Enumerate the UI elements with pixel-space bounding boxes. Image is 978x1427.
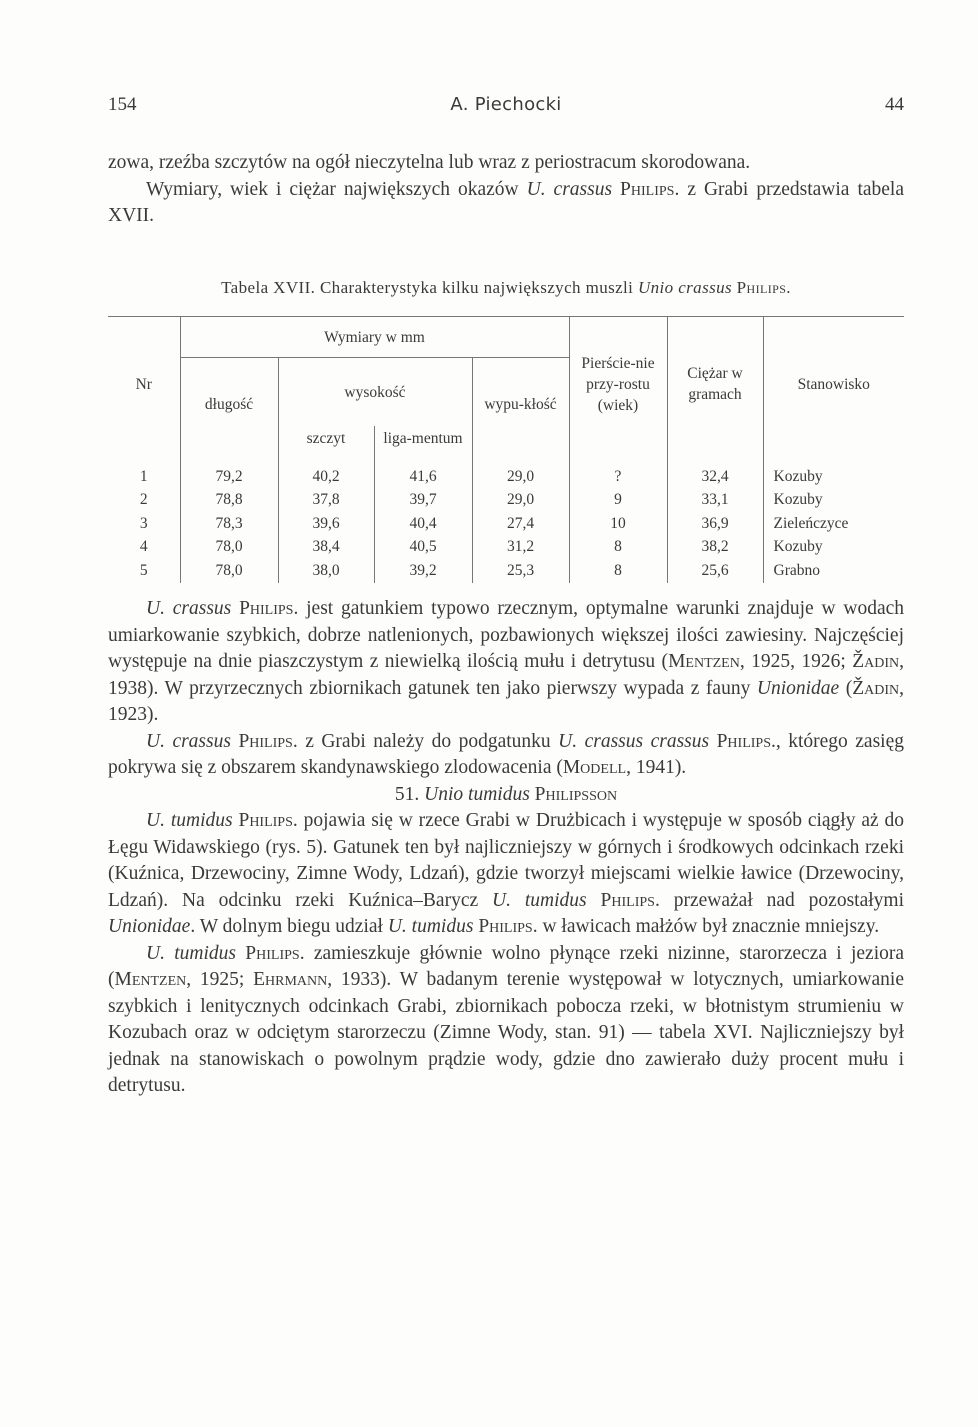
paragraph-2 (108, 177, 904, 230)
cell-nr: 1 (139, 467, 148, 485)
text: , 1938). W przyrzecznych zbiornikach gatunek ten jako pierwszy wypada z fauny (108, 651, 905, 699)
paragraph-3 (108, 596, 904, 729)
cell-wypuklosc: 25,3 (472, 559, 569, 583)
header-nr: Nr (108, 317, 180, 452)
text: . jest gatunkiem typowo rzecznym, optymalne warunki znajduje w wodach umiarkowanie szybkich, dobrze natlenionych, pozbawionych większej ilości zawiesiny. Najczęściej występuje na dnie piaszczystym z niewielką ilością mułu i detrytusu ( (108, 598, 905, 672)
species-name: Unio crassus (637, 278, 733, 297)
author-name: Modell (562, 757, 627, 778)
cell-nr: 2 (139, 491, 148, 509)
cell-szczyt: 40,2 (278, 451, 374, 489)
cell-stanowisko: Zieleńczyce (763, 512, 904, 536)
table-row (108, 559, 904, 583)
cell-wypuklosc: 31,2 (472, 536, 569, 560)
cell-wiek: 10 (569, 512, 667, 536)
cell-wiek: 9 (569, 489, 667, 513)
author-name: Philips (600, 889, 655, 911)
text: ., którego zasięg pokrywa się z obszarem skandynawskiego zlodowacenia ( (108, 730, 904, 778)
cell-ligamentum: 39,2 (374, 559, 472, 583)
header-stanowisko: Stanowisko (763, 317, 904, 452)
text: , 1941). (626, 757, 687, 778)
table-row (108, 489, 904, 513)
cell-ligamentum: 40,5 (374, 536, 472, 560)
cell-nr: 3 (139, 514, 148, 532)
text: . z Grabi należy do podgatunku (292, 730, 559, 752)
running-head: A. Piechocki (450, 94, 562, 115)
author-name: Philips (238, 730, 293, 752)
cell-ciezar: 32,4 (667, 451, 763, 489)
body-text-top (108, 150, 904, 230)
species-name: U. tumidus (146, 942, 236, 964)
species-name: Unionidae (756, 677, 840, 699)
cell-nr: 4 (139, 538, 148, 556)
species-name: Unionidae (108, 916, 191, 937)
table-xvii (108, 316, 904, 583)
table-row (108, 536, 904, 560)
cell-dlugosc: 79,2 (180, 451, 278, 489)
author-name: Žadin (852, 651, 900, 672)
cell-dlugosc: 78,0 (180, 536, 278, 560)
header-ciezar: Ciężar w gramach (667, 317, 763, 452)
species-name: U. crassus (146, 730, 231, 752)
cell-wiek: ? (569, 451, 667, 489)
cell-ligamentum: 39,7 (374, 489, 472, 513)
body-text-bottom (108, 596, 904, 1100)
cell-szczyt: 39,6 (278, 512, 374, 536)
author-name: Philips (478, 916, 533, 937)
text: . przeważał nad pozostałymi (654, 889, 905, 911)
author-name: Žadin (852, 677, 900, 699)
text: , 1933). W badanym terenie występował w lotycznych, umiarkowanie szybkich i lenitycznych odcinkach Grabi, zbiornikach pobocza rzeki, w błotnistym strumieniu w Kozubach oraz w odciętym starorzeczu (Zimne Wody, stan. 91) — tabela XVI. Najliczniejszy był jednak na stanowiskach o powolnym prądzie wody, gdzie dno zawierało duży procent mułu i detrytusu. (108, 969, 905, 1096)
cell-wypuklosc: 29,0 (472, 489, 569, 513)
text: , 1925, 1926; (739, 651, 853, 672)
cell-wypuklosc: 29,0 (472, 451, 569, 489)
text: . zamieszkuje głównie wolno płynące rzeki nizinne, starorzecza i jeziora ( (108, 942, 905, 990)
author-name: Mentzen (668, 651, 740, 672)
author-name: Ehrmann (253, 969, 328, 990)
paragraph-6 (108, 941, 904, 1100)
author-name: Philips (620, 178, 675, 200)
species-name: U. tumidus (492, 889, 587, 911)
author-name: Philips (239, 598, 294, 619)
species-name: U. crassus crassus (558, 730, 710, 752)
text: ( (839, 677, 853, 699)
species-name: Unio tumidus (424, 783, 530, 805)
author-name: Philips (245, 942, 300, 964)
table-row (108, 451, 904, 489)
cell-ciezar: 36,9 (667, 512, 763, 536)
author-name: Mentzen (114, 969, 187, 990)
text: . W dolnym biegu udział (190, 916, 388, 937)
header-pierscienie: Pierście-nie przy-rostu (wiek) (569, 317, 667, 452)
cell-nr: 5 (139, 561, 148, 579)
cell-dlugosc: 78,0 (180, 559, 278, 583)
paragraph-1: zowa, rzeźba szczytów na ogół nieczytelna lub wraz z periostracum skorodowana. (108, 152, 751, 173)
cell-stanowisko: Kozuby (763, 489, 904, 513)
cell-dlugosc: 78,8 (180, 489, 278, 513)
text: . z Grabi przedstawia tabela XVII. (108, 178, 904, 226)
text: Wymiary, wiek i ciężar największych okazów (146, 178, 527, 200)
cell-dlugosc: 78,3 (180, 512, 278, 536)
caption-end: . (786, 278, 791, 297)
text: . w ławicach małżów był znacznie mniejszy. (532, 916, 880, 937)
author-name: Philipsson (534, 783, 618, 805)
author-name: Philips (238, 810, 293, 831)
table-row (108, 512, 904, 536)
header-wymiary: Wymiary w mm (180, 317, 569, 358)
cell-szczyt: 38,0 (278, 559, 374, 583)
author-name: Philips (736, 278, 787, 297)
text: . pojawia się w rzece Grabi w Drużbicach i występuje w sposób ciągły aż do Łęgu Widawskiego (rys. 5). Gatunek ten był najliczniejszy w górnych i środkowych odcinkach rzeki (Kuźnica, Drzewociny, Zimne Wody, Ldzań), gdzie tworzył miejscami wielkie ławice (Drzewociny, Ldzań). Na odcinku rzeki Kuźnica–Barycz (108, 810, 905, 911)
header-szczyt: szczyt (278, 426, 374, 451)
cell-wiek: 8 (569, 536, 667, 560)
text: , 1925; (186, 969, 254, 990)
page-header (108, 94, 904, 118)
header-dlugosc: długość (180, 358, 278, 452)
section-heading (108, 782, 904, 809)
cell-ligamentum: 41,6 (374, 451, 472, 489)
header-wypuklosc: wypu-kłość (472, 358, 569, 452)
caption-text: Tabela XVII. Charakterystyka kilku największych muszli (221, 278, 638, 297)
species-name: U. tumidus (146, 810, 233, 831)
cell-stanowisko: Kozuby (763, 451, 904, 489)
cell-ciezar: 38,2 (667, 536, 763, 560)
cell-ligamentum: 40,4 (374, 512, 472, 536)
text: , 1923). (108, 677, 904, 725)
cell-stanowisko: Grabno (763, 559, 904, 583)
species-name: U. tumidus (387, 916, 474, 937)
cell-szczyt: 37,8 (278, 489, 374, 513)
cell-wypuklosc: 27,4 (472, 512, 569, 536)
cell-ciezar: 33,1 (667, 489, 763, 513)
section-number: 44 (885, 94, 904, 115)
section-number: 51. (394, 783, 425, 805)
author-name: Philips (716, 730, 771, 752)
page-number: 154 (108, 94, 137, 115)
data-table (108, 316, 904, 583)
table-caption (108, 278, 904, 298)
species-name: U. crassus (146, 598, 232, 619)
header-wysokosc: wysokość (278, 358, 472, 427)
header-row-1 (108, 317, 904, 358)
paragraph-5 (108, 808, 904, 941)
cell-stanowisko: Kozuby (763, 536, 904, 560)
header-ligamentum: liga-mentum (374, 426, 472, 451)
paragraph-4 (108, 729, 904, 782)
cell-szczyt: 38,4 (278, 536, 374, 560)
table-body (108, 451, 904, 583)
cell-wiek: 8 (569, 559, 667, 583)
species-name: U. crassus (526, 178, 613, 200)
cell-ciezar: 25,6 (667, 559, 763, 583)
